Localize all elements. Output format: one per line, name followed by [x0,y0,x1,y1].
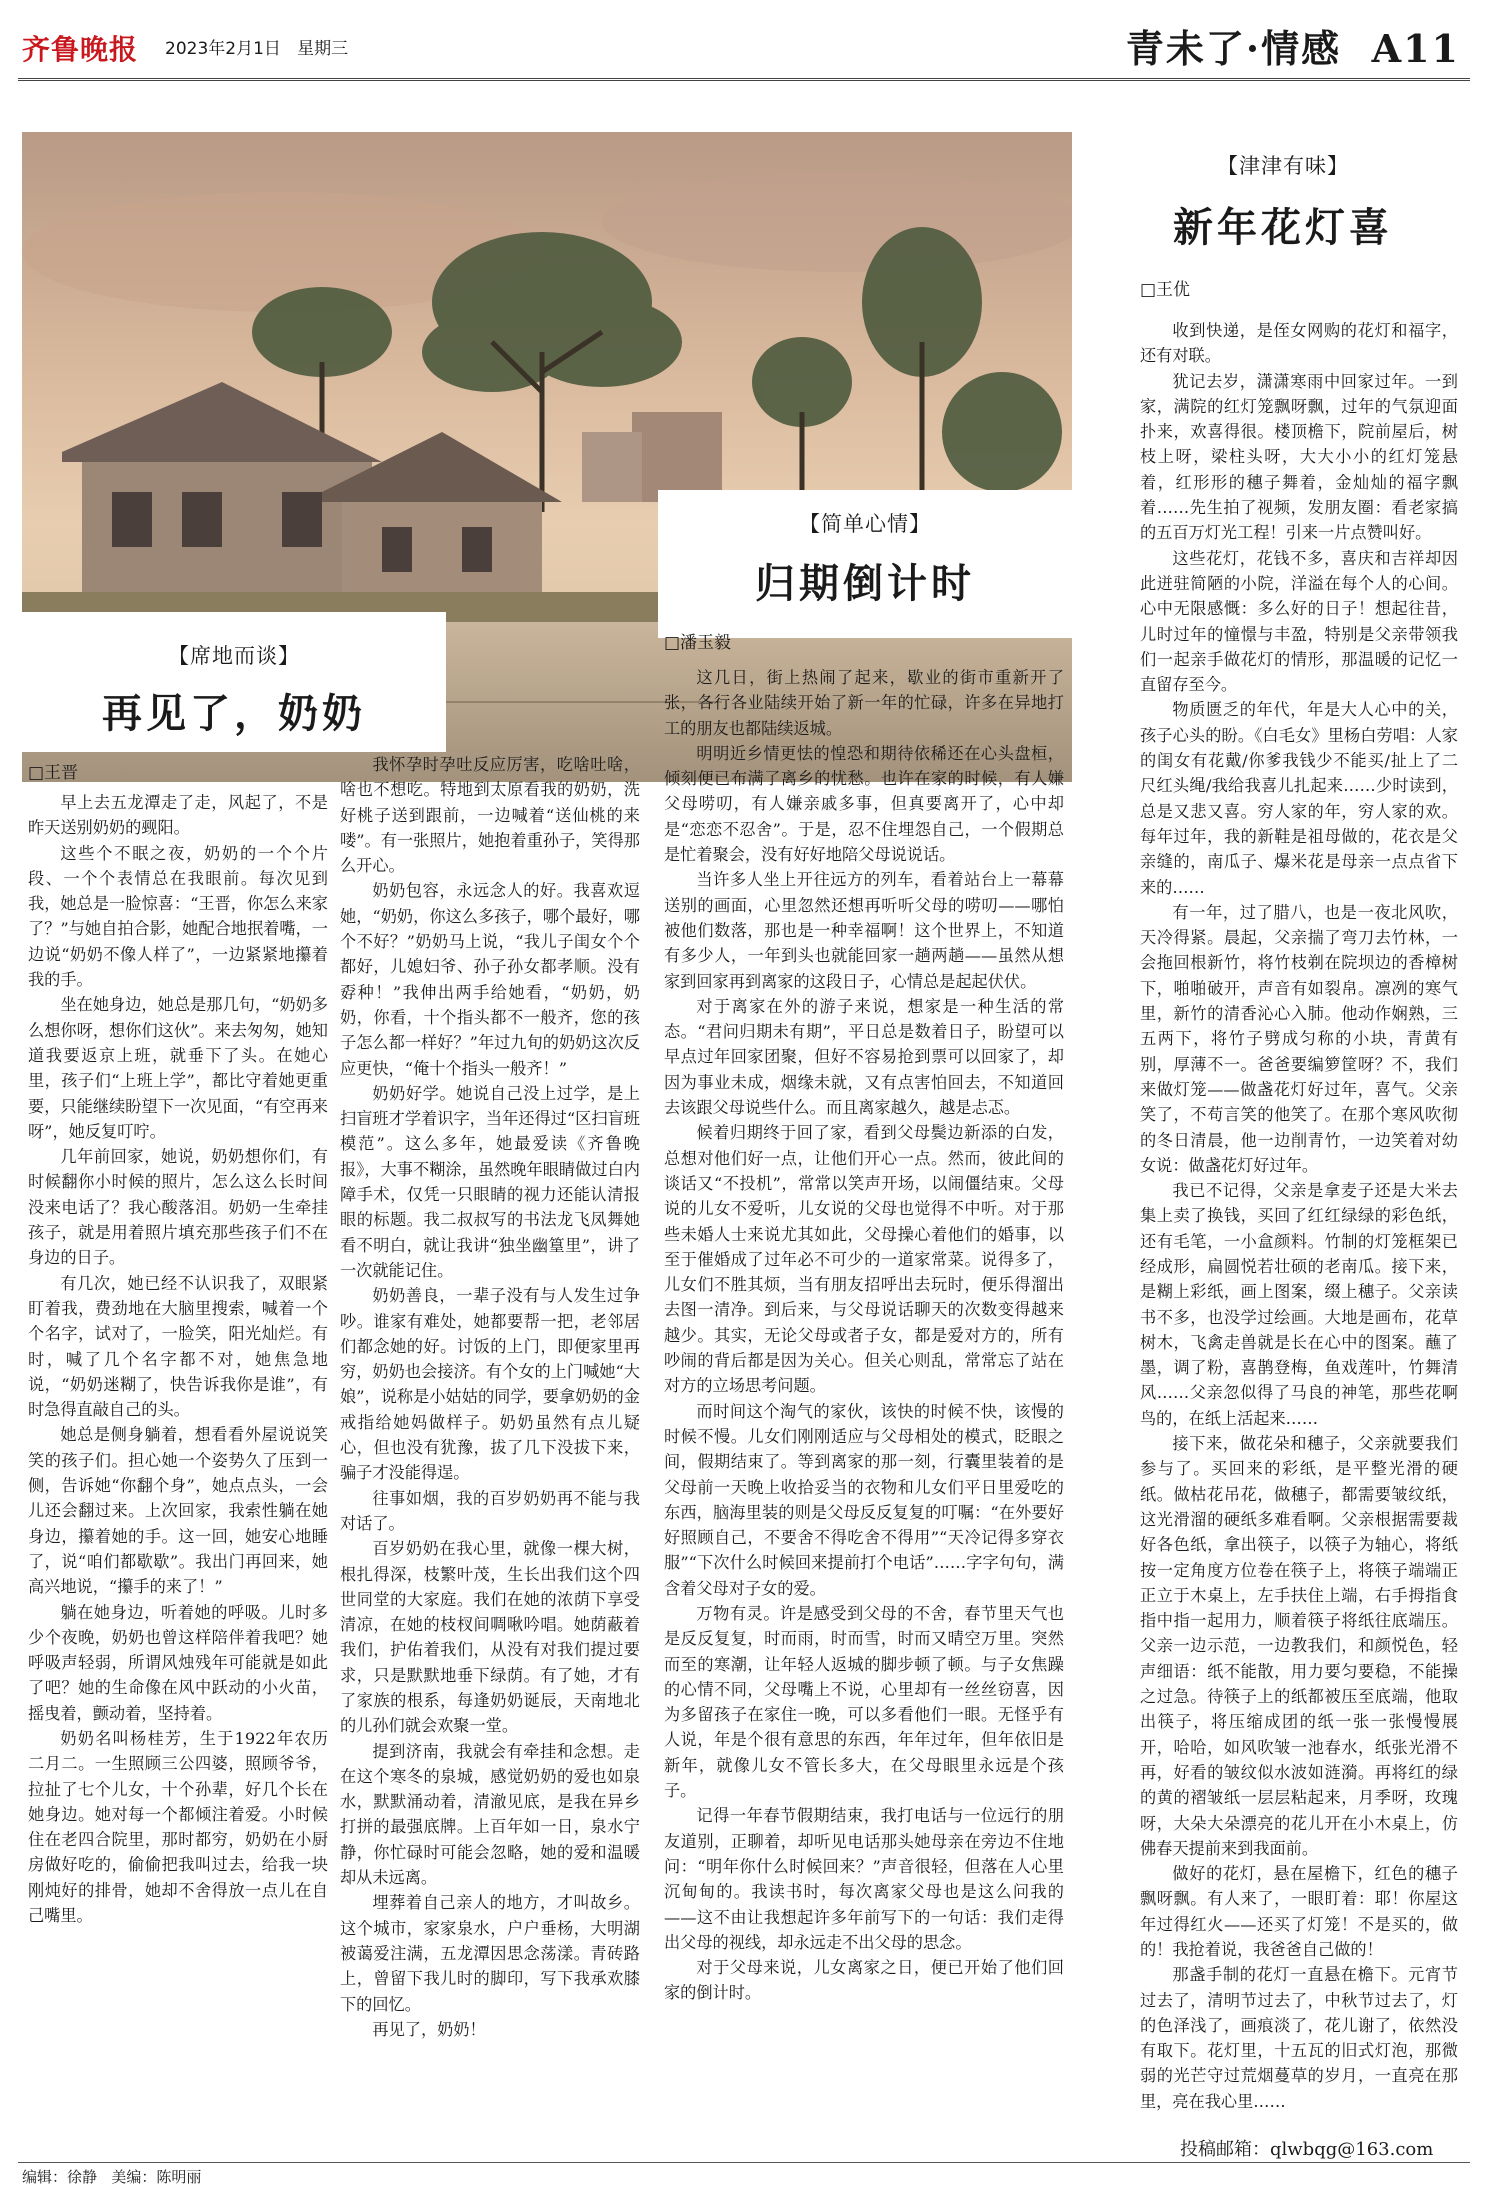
article-1-column-1 [28,790,328,2110]
paragraph: 接下来，做花朵和穗子，父亲就要我们参与了。买回来的彩纸，是平整光滑的硬纸。做枯花吊花，做穗子，都需要皱纹纸，这光滑溜的硬纸多难看啊。父亲根据需要裁好各色纸，拿出筷子，以筷子为轴心，将纸按一定角度方位卷在筷子上，将筷子端端正正立于木桌上，左手扶住上端，右手拇指食指中指一起用力，顺着筷子将纸往底端压。父亲一边示范，一边教我们，和颜悦色，轻声细语：纸不能散，用力要匀要稳，不能操之过急。待筷子上的纸都被压至底端，他取出筷子，将压缩成团的纸一张一张慢慢展开，哈哈，如风吹皱一池春水，纸张光滑不再，好看的皱纹似水波如涟漪。再将红的绿的黄的褶皱纸一层层粘起来，月季呀，玫瑰呀，大朵大朵漂亮的花儿开在小木桌上，仿佛春天提前来到我面前。 [1140,1434,1458,1858]
paragraph: 她总是侧身躺着，想看看外屋说说笑笑的孩子们。担心她一个姿势久了压到一侧，告诉她“你翻个身”，她点点头，一会儿还会翻过来。上次回家，我索性躺在她身边，攥着她的手。这一回，她安心地睡了，说“咱们都歇歇”。我出门再回来，她高兴地说，“攥手的来了！” [28,1425,328,1597]
submission-email: 投稿邮箱：qlwbqg@163.com [1180,2139,1434,2160]
article-tag: 【席地而谈】 [168,644,300,668]
paragraph: 躺在她身边，听着她的呼吸。儿时多少个夜晚，奶奶也曾这样陪伴着我吧？她呼吸声轻弱，所谓风烛残年可能就是如此了吧？她的生命像在风中跃动的小火苗，摇曳着，颤动着，坚持着。 [28,1602,328,1723]
page-number: A11 [1371,26,1460,71]
paragraph: 那盏手制的花灯一直悬在檐下。元宵节过去了，清明节过去了，中秋节过去了，灯的色泽浅了，画痕淡了，花儿谢了，依然没有取下。花灯里，十五瓦的旧式灯泡，那微弱的光芒守过荒烟蔓草的岁月，一直亮在那里，亮在我心里…… [1140,1965,1458,2111]
issue-date-text: 2023年2月1日 [165,39,281,59]
editor-credit: 编辑：徐静 [22,2168,98,2186]
article-1-column-2 [340,752,640,2112]
paragraph: 记得一年春节假期结束，我打电话与一位远行的朋友道别，正聊着，却听见电话那头她母亲在旁边不住地问：“明年你什么时候回来？”声音很轻，但落在人心里沉甸甸的。我读书时，每次离家父母也是这么问我的——这不由让我想起许多年前写下的一句话：我们走得出父母的视线，却永远走不出父母的思念。 [664,1806,1064,1952]
section-header [1126,18,1460,73]
paragraph: 奶奶名叫杨桂芳，生于1922年农历二月二。一生照顾三公四婆，照顾爷爷，拉扯了七个儿女，十个孙辈，好几个长在她身边。她对每一个都倾注着爱。小时候住在老四合院里，那时都穷，奶奶在小厨房做好吃的，偷偷把我叫过去，给我一块刚炖好的排骨，她却不舍得放一点儿在自己嘴里。 [28,1728,328,1926]
article-tag: 【津津有味】 [1217,154,1349,178]
paragraph: 我怀孕时孕吐反应厉害，吃啥吐啥，啥也不想吃。特地到太原看我的奶奶，洗好桃子送到跟前，一边喊着“送仙桃的来喽”。有一张照片，她抱着重孙子，笑得那么开心。 [340,755,640,876]
paragraph: 有几次，她已经不认识我了，双眼紧盯着我，费劲地在大脑里搜索，喊着一个个名字，试对了，一脸笑，阳光灿烂。有时，喊了几个名字都不对，她焦急地说，“奶奶迷糊了，快告诉我你是谁”，有时急得直敲自己的头。 [28,1273,328,1420]
footer-rule [18,2162,1470,2163]
article-title: 再见了，奶奶 [102,690,366,737]
paragraph: 有一年，过了腊八，也是一夜北风吹，天冷得紧。晨起，父亲揣了弯刀去竹林，一会拖回根新竹，将竹枝剃在院坝边的香樟树下，啪啪破开，声音有如裂帛。凛冽的寒气里，新竹的清香沁心入肺。他动作娴熟，三五两下，将竹子劈成匀称的小块，青黄有别，厚薄不一。爸爸要编箩筐呀？不，我们来做灯笼——做盏花灯好过年，喜气。父亲笑了，不苟言笑的他笑了。在那个寒风吹彻的冬日清晨，他一边削青竹，一边笑着对幼女说：做盏花灯好过年。 [1140,902,1458,1175]
article-author: □潘玉毅 [664,633,732,653]
paragraph: 往事如烟，我的百岁奶奶再不能与我对话了。 [340,1488,640,1533]
paragraph: 这几日，街上热闹了起来，歇业的街市重新开了张，各行各业陆续开始了新一年的忙碌，许多在异地打工的朋友也都陆续返城。 [664,668,1064,738]
article-card-2 [658,490,1072,638]
paragraph: 犹记去岁，潇潇寒雨中回家过年。一到家，满院的红灯笼飘呀飘，过年的气氛迎面扑来，欢喜得很。楼顶檐下，院前屋后，树枝上呀，梁柱头呀，大大小小的红灯笼悬着，红形形的穗子舞着，金灿灿的福字飘着……先生拍了视频，发朋友圈：看老家搞的五百万灯光工程！引来一片点赞叫好。 [1140,371,1458,543]
article-author: □王晋 [28,763,79,783]
paragraph: 明明近乡情更怯的惶恐和期待依稀还在心头盘桓，倾刻便已布满了离乡的忧愁。也许在家的时候，有人嫌父母唠叨，有人嫌亲戚多事，但真要离开了，心中却是“恋恋不忍舍”。于是，忍不住埋怨自己，一个假期总是忙着聚会，没有好好地陪父母说说话。 [664,743,1064,865]
paragraph: 提到济南，我就会有牵挂和念想。走在这个寒冬的泉城，感觉奶奶的爱也如泉水，默默涌动着，清澈见底，是我在异乡打拼的最强底牌。上百年如一日，泉水宁静，你忙碌时可能会忽略，她的爱和温暖却从未远离。 [340,1741,640,1888]
section-title: 青未了·情感 [1125,26,1342,71]
paragraph: 做好的花灯，悬在屋檐下，红色的穗子飘呀飘。有人来了，一眼盯着：耶！你屋这年过得红火——还买了灯笼！不是买的，做的！我抢着说，我爸爸自己做的！ [1140,1864,1458,1959]
paragraph: 当许多人坐上开往远方的列车，看着站台上一幕幕送别的画面，心里忽然还想再听听父母的唠叨——哪怕被他们数落，那也是一种幸福啊！这个世界上，不知道有多少人，一年到头也就能回家一趟两趟——虽然从想家到回家再到离家的这段日子，心情总是起起伏伏。 [664,870,1064,991]
paragraph: 而时间这个淘气的家伙，该快的时候不快，该慢的时候不慢。儿女们刚刚适应与父母相处的模式，眨眼之间，假期结束了。等到离家的那一刻，行囊里装着的是父母前一天晚上收拾妥当的衣物和儿女们平日里爱吃的东西，脑海里装的则是父母反反复复的叮嘱：“在外要好好照顾自己，不要舍不得吃舍不得用”“天冷记得多穿衣服”“下次什么时候回来提前打个电话”……字字句句，满含着父母对子女的爱。 [664,1401,1064,1598]
paragraph: 百岁奶奶在我心里，就像一棵大树，根扎得深，枝繁叶茂，生长出我们这个四世同堂的大家庭。我们在她的浓荫下享受清凉，在她的枝杈间啁啾吟唱。她荫蔽着我们，护佑着我们，从没有对我们提过要求，只是默默地垂下绿荫。有了她，才有了家族的根系，每逢奶奶诞辰，天南地北的儿孙们就会欢聚一堂。 [340,1539,640,1736]
paragraph: 早上去五龙潭走了走，风起了，不是昨天送别奶奶的觋阳。 [28,793,328,838]
issue-date [165,34,348,59]
article-card-1 [22,612,446,752]
paragraph: 我已不记得，父亲是拿麦子还是大米去集上卖了换钱，买回了红红绿绿的彩色纸，还有毛笔，一小盒颜料。竹制的灯笼框架已经成形，扁圆悦若壮硕的老南瓜。接下来，是糊上彩纸，画上图案，缀上穗子。父亲读书不多，也没学过绘画。大地是画布，花草树木，飞禽走兽就是长在心中的图案。蘸了墨，调了粉，喜鹊登梅，鱼戏莲叶，竹舞清风……父亲忽似得了马良的神笔，那些花啊鸟的，在纸上活起来…… [1140,1181,1458,1428]
paragraph: 奶奶善良，一辈子没有与人发生过争吵。谁家有难处，她都要帮一把，老邻居们都念她的好。讨饭的上门，即便家里再穷，奶奶也会接济。有个女的上门喊她“大娘”，说称是小姑姑的同学，要拿奶奶的金戒指给她妈做样子。奶奶虽然有点儿疑心，但也没有犹豫，拔了几下没拔下来，骗子才没能得逞。 [340,1286,640,1483]
paragraph: 再见了，奶奶！ [372,2019,486,2039]
paragraph: 几年前回家，她说，奶奶想你们，有时候翻你小时候的照片，怎么这么长时间没来电话了？我心酸落泪。奶奶一生牵挂孩子，就是用着照片填充那些孩子们不在身边的日子。 [28,1147,328,1268]
article-title: 归期倒计时 [755,560,975,607]
header-rule [18,78,1470,81]
paragraph: 奶奶包容，永远念人的好。我喜欢逗她，“奶奶，你这么多孩子，哪个最好，哪个不好？”奶奶马上说，“我儿子闺女个个都好，儿媳妇爷、孙子孙女都孝顺。没有孬种！”我伸出两手给她看，“奶奶，奶奶，你看，十个指头都不一般齐，您的孩子怎么都一样好？”年过九旬的奶奶这次反应更快，“俺十个指头一般齐！” [340,881,640,1078]
page-footer [22,2166,201,2187]
article-tag: 【简单心情】 [799,512,931,536]
newspaper-masthead: 齐鲁晚报 [22,33,139,66]
paragraph: 对于离家在外的游子来说，想家是一种生活的常态。“君问归期未有期”，平日总是数着日子，盼望可以早点过年回家团聚，但好不容易抢到票可以回家了，却因为事业未成，烟缘未就，又有点害怕回去，不知道回去该跟父母说些什么。而且离家越久，越是忐忑。 [664,996,1064,1118]
paragraph: 物质匮乏的年代，年是大人心中的关，孩子心头的盼。《白毛女》里杨白劳唱：人家的闺女有花戴/你爹我钱少不能买/扯上了二尺红头绳/我给我喜儿扎起来……少时读到，总是又悲又喜。穷人家的年，穷人家的欢。每年过年，我的新鞋是祖母做的，花衣是父亲缝的，南瓜子、爆米花是母亲一点点省下来的…… [1140,700,1458,897]
article-title: 新年花灯喜 [1173,204,1393,251]
paragraph: 万物有灵。许是感受到父母的不舍，春节里天气也是反反复复，时而雨，时而雪，时而又晴空万里。突然而至的寒潮，让年轻人返城的脚步顿了顿。与子女焦躁的心情不同，父母嘴上不说，心里却有一丝丝窃喜，因为多留孩子在家住一晚，可以多看他们一眼。无怪乎有人说，年是个很有意思的东西，年年过年，但年依旧是新年，就像儿女不管长多大，在父母眼里永远是个孩子。 [664,1603,1064,1801]
paragraph: 坐在她身边，她总是那几句，“奶奶多么想你呀，想你们这伙”。来去匆匆，她知道我要返京上班，就垂下了头。在她心里，孩子们“上班上学”，都比守着她更重要，只能继续盼望下一次见面，“有空再来呀”，她反复叮咛。 [28,995,328,1141]
article-3-column [1140,318,1458,2118]
issue-weekday: 星期三 [297,39,349,59]
paragraph: 这些花灯，花钱不多，喜庆和吉祥却因此迸驻简陋的小院，洋溢在每个人的心间。心中无限感慨：多么好的日子！想起往昔，儿时过年的憧憬与丰盈，特别是父亲带领我们一起亲手做花灯的情形，那温暖的记忆一直留存至今。 [1140,548,1458,695]
paragraph: 埋葬着自己亲人的地方，才叫故乡。这个城市，家家泉水，户户垂杨，大明湖被蔼爱注满，五龙潭因思念荡漾。青砖路上，曾留下我儿时的脚印，写下我承欢膝下的回忆。 [340,1893,640,2014]
designer-credit: 美编：陈明丽 [111,2168,202,2186]
paragraph: 对于父母来说，儿女离家之日，便已开始了他们回家的倒计时。 [664,1958,1064,2003]
paragraph: 收到快递，是侄女网购的花灯和福字，还有对联。 [1140,321,1458,366]
paragraph: 候着归期终于回了家，看到父母鬓边新添的白发，总想对他们好一点，让他们开心一点。然而，彼此间的谈话又“不投机”，常常以笑声开场，以闹僵结束。父母说的儿女不爱听，儿女说的父母也觉得不中听。对于那些未婚人士来说尤其如此，父母操心着他们的婚事，以至于催婚成了过年必不可少的一道家常菜。说得多了，儿女们不胜其烦，当有朋友招呼出去玩时，便乐得溜出去图一清净。到后来，与父母说话聊天的次数变得越来越少。其实，无论父母或者子女，都是爱对方的，所有吵闹的背后都是因为关心。但关心则乱，常常忘了站在对方的立场思考问题。 [664,1123,1064,1396]
paragraph: 这些个不眠之夜，奶奶的一个个片段、一个个表情总在我眼前。每次见到我，她总是一脸惊喜：“王晋，你怎么来家了？”与她自拍合影，她配合地抿着嘴，一边说“奶奶不像人样了”，一边紧紧地攥着我的手。 [28,843,328,990]
article-author: □王优 [1140,280,1191,300]
article-2-column [664,665,1064,2115]
paragraph: 奶奶好学。她说自己没上过学，是上扫盲班才学着识字，当年还得过“区扫盲班模范”。这么多年，她最爱读《齐鲁晚报》，大事不糊涂，虽然晚年眼睛做过白内障手术，仅凭一只眼睛的视力还能认清报眼的标题。我二叔叔写的书法龙飞凤舞她看不明白，就让我讲“独坐幽篁里”，讲了一次就能记住。 [340,1083,640,1280]
